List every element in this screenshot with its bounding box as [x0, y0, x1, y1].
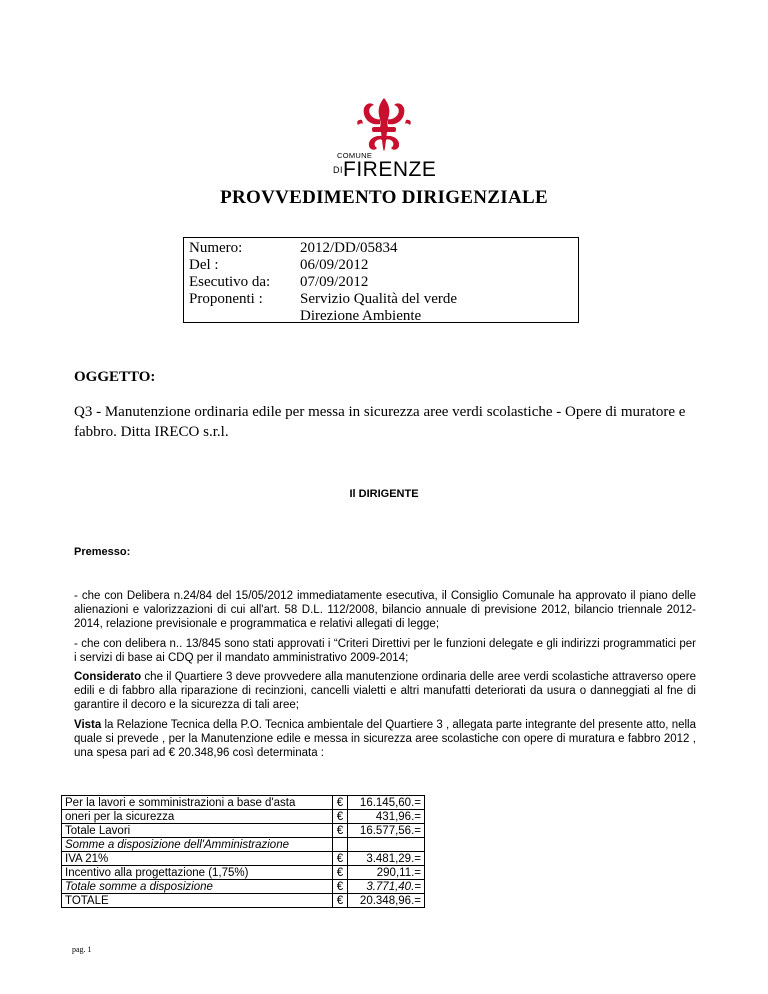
- info-box: [183, 237, 579, 323]
- cost-amount: 16.577,56.=: [348, 824, 425, 838]
- info-label: Proponenti :: [189, 291, 263, 307]
- cost-table: [61, 795, 425, 908]
- table-row: [62, 796, 425, 810]
- cost-currency: €: [333, 824, 348, 838]
- cost-description: Totale Lavori: [62, 824, 333, 838]
- info-row-esecutivo: [189, 274, 368, 291]
- table-row: [62, 880, 425, 894]
- info-value: 07/09/2012: [300, 274, 369, 290]
- cost-amount: 3.481,29.=: [348, 852, 425, 866]
- cost-currency: [333, 838, 348, 852]
- logo-firenze-text: FIRENZE: [343, 158, 437, 181]
- cost-currency: €: [333, 810, 348, 824]
- cost-currency: €: [333, 894, 348, 908]
- cost-amount: 431,96.=: [348, 810, 425, 824]
- table-row: [62, 810, 425, 824]
- cost-currency: €: [333, 852, 348, 866]
- cost-amount: 3.771,40.=: [348, 880, 425, 894]
- cost-description: IVA 21%: [62, 852, 333, 866]
- dirigente-heading: Il DIRIGENTE: [349, 488, 419, 500]
- cost-amount: 20.348,96.=: [348, 894, 425, 908]
- table-row: [62, 894, 425, 908]
- cost-amount: 16.145,60.=: [348, 796, 425, 810]
- info-label: Esecutivo da:: [189, 274, 271, 290]
- logo-city-name: [333, 158, 436, 182]
- page-number: pag. 1: [72, 945, 92, 954]
- logo-di-text: DI: [333, 165, 343, 175]
- cost-description: Per la lavori e somministrazioni a base d'asta: [62, 796, 333, 810]
- cost-description: Totale somme a disposizione: [62, 880, 333, 894]
- cost-amount: 290,11.=: [348, 866, 425, 880]
- info-value: Servizio Qualità del verde: [300, 291, 458, 307]
- table-row: [62, 838, 425, 852]
- document-title: PROVVEDIMENTO DIRIGENZIALE: [220, 187, 548, 208]
- cost-currency: €: [333, 880, 348, 894]
- paragraph-delibera-24: - che con Delibera n.24/84 del 15/05/2012 immediatamente esecutiva, il Consiglio Comunale ha approvato il piano delle alienazioni e valorizzazioni di cui all'art. 58 D.L. 112/2008, bilancio annuale di previsione 2012, bilancio triennale 2012-2014, relazione previsionale e programmatica e relativi allegati di legge;: [74, 590, 696, 630]
- cost-description: Somme a disposizione dell'Amministrazione: [62, 838, 333, 852]
- cost-description: Incentivo alla progettazione (1,75%): [62, 866, 333, 880]
- paragraph-vista: [74, 718, 696, 760]
- info-row-numero: [189, 240, 398, 257]
- oggetto-label: OGGETTO:: [74, 369, 156, 385]
- considerato-keyword: Considerato: [74, 671, 142, 683]
- paragraph-considerato: [74, 670, 696, 712]
- paragraph-delibera-13: - che con delibera n.. 13/845 sono stati approvati i “Criteri Direttivi per le funzioni delegate e gli indirizzi programmatici per i servizi di base ai CDQ per il mandato amministrativo 2009-2014;: [74, 638, 696, 664]
- vista-text: la Relazione Tecnica della P.O. Tecnica ambientale del Quartiere 3 , allegata parte integrante del presente atto, nella quale si prevede , per la Manutenzione edile e messa in sicurezza aree scolastiche con opere di muratura e fabbro 2012 , una spesa pari ad € 20.348,96 così determinata :: [74, 719, 696, 759]
- oggetto-text: Q3 - Manutenzione ordinaria edile per messa in sicurezza aree verdi scolastiche - Opere di muratore e fabbro. Ditta IRECO s.r.l.: [74, 404, 686, 440]
- info-row-direzione: [189, 308, 421, 325]
- info-row-proponenti: [189, 291, 457, 308]
- info-value: Direzione Ambiente: [300, 308, 422, 324]
- premesso-heading: Premesso:: [74, 546, 131, 558]
- info-label: Numero:: [189, 240, 243, 256]
- info-row-del: [189, 257, 368, 274]
- considerato-text: che il Quartiere 3 deve provvedere alla manutenzione ordinaria delle aree verdi scolastiche attraverso opere edili e di fabbro alla riparazione di recinzioni, cancelli vialetti e altri manufatti deteriorati da usura o danneggiati al fne di garantire il decoro e la sicurezza di tali aree;: [74, 671, 696, 711]
- table-row: [62, 866, 425, 880]
- vista-keyword: Vista: [74, 719, 102, 731]
- info-label: Del :: [189, 257, 219, 273]
- info-value: 2012/DD/05834: [300, 240, 398, 256]
- cost-description: oneri per la sicurezza: [62, 810, 333, 824]
- table-row: [62, 852, 425, 866]
- cost-amount: [348, 838, 425, 852]
- table-row: [62, 824, 425, 838]
- fleur-de-lis-icon: [354, 96, 414, 154]
- cost-currency: €: [333, 866, 348, 880]
- cost-currency: €: [333, 796, 348, 810]
- comune-firenze-logo: [332, 96, 436, 184]
- cost-description: TOTALE: [62, 894, 333, 908]
- info-value: 06/09/2012: [300, 257, 369, 273]
- logo-comune-text: COMUNE: [337, 151, 373, 160]
